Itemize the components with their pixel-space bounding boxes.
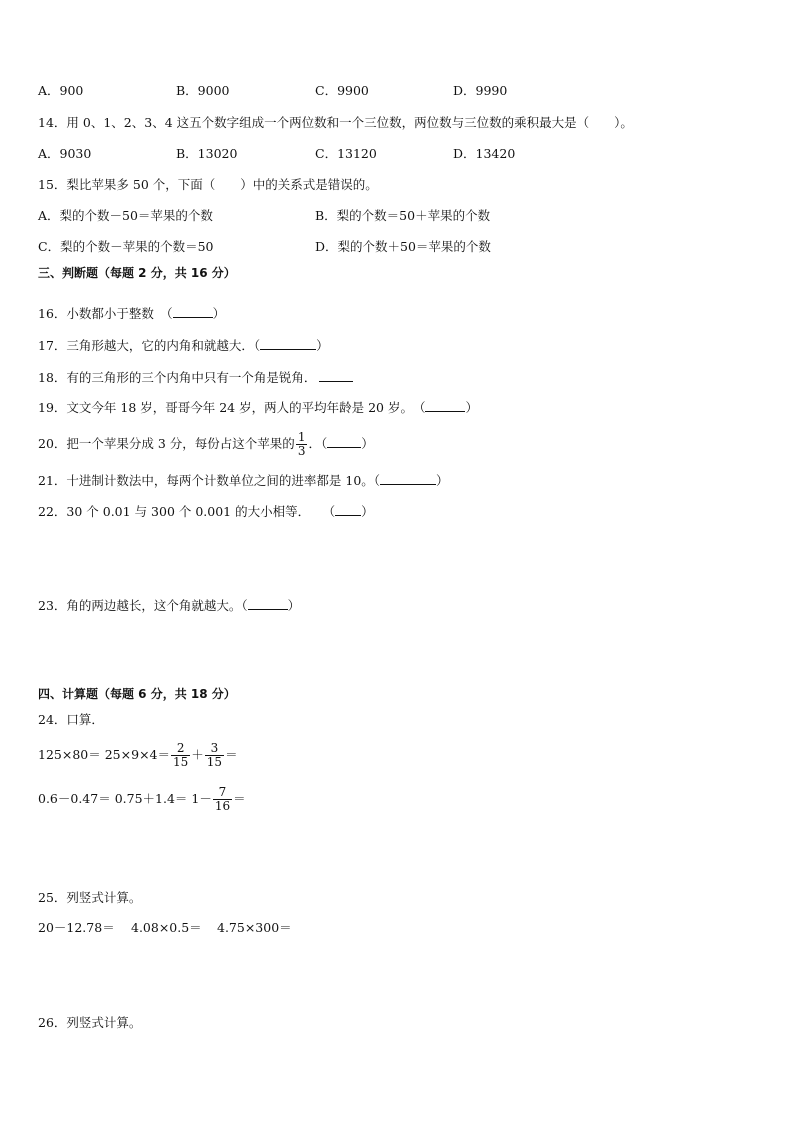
q21-blank[interactable] bbox=[380, 472, 436, 485]
q25-expr-2: 4.08×0.5＝ bbox=[131, 920, 202, 935]
q19-close: ） bbox=[465, 400, 478, 415]
q24-fraction-1 bbox=[171, 742, 190, 769]
q24-equals: ＝ bbox=[225, 747, 238, 762]
q24-expr-1: 125×80＝ bbox=[38, 747, 101, 762]
q14-option-a: A．9030 bbox=[38, 146, 92, 161]
q15-option-a: A．梨的个数－50＝苹果的个数 bbox=[38, 208, 213, 223]
q23-text bbox=[38, 597, 300, 615]
q20-stem: 20．把一个苹果分成 3 分，每份占这个苹果的 bbox=[38, 436, 295, 451]
q15-option-d: D．梨的个数＋50＝苹果的个数 bbox=[315, 239, 491, 254]
q20-blank[interactable] bbox=[327, 435, 361, 448]
q24-text: 24．口算． bbox=[38, 712, 104, 727]
q24-f2-denominator: 15 bbox=[206, 755, 223, 769]
q24-row-1 bbox=[38, 740, 238, 770]
q19-stem: 19．文文今年 18 岁，哥哥今年 24 岁，两人的平均年龄是 20 岁。 （ bbox=[38, 400, 426, 415]
q17-text bbox=[38, 337, 329, 355]
section-3-title: 三、判断题（每题 2 分，共 16 分） bbox=[38, 266, 236, 280]
q15-option-b: B．梨的个数＝50＋苹果的个数 bbox=[315, 208, 491, 223]
q14-option-c: C．13120 bbox=[315, 146, 377, 161]
q24-f1-numerator: 2 bbox=[171, 742, 190, 756]
q21-close: ） bbox=[436, 473, 449, 488]
q13-option-c: C．9900 bbox=[315, 83, 369, 98]
q19-blank[interactable] bbox=[425, 399, 465, 412]
q14-option-d: D．13420 bbox=[453, 146, 516, 161]
q19-text bbox=[38, 399, 478, 417]
q24-expr-4: 0.6－0.47＝ bbox=[38, 791, 111, 806]
q20-fraction bbox=[296, 431, 308, 458]
q18-blank[interactable] bbox=[319, 369, 353, 382]
q24-fraction-2 bbox=[205, 742, 224, 769]
q15-text: 15．梨比苹果多 50 个，下面（ ）中的关系式是错误的。 bbox=[38, 177, 378, 192]
q16-blank[interactable] bbox=[173, 305, 213, 318]
q23-stem: 23．角的两边越长，这个角就越大。（ bbox=[38, 598, 248, 613]
q14-option-b: B．13020 bbox=[176, 146, 238, 161]
q21-stem: 21．十进制计数法中，每两个计数单位之间的进率都是 10。（ bbox=[38, 473, 381, 488]
q24-expr-6: 1－ bbox=[191, 791, 212, 806]
q16-stem: 16．小数都小于整数 （ bbox=[38, 306, 173, 321]
q22-text bbox=[38, 503, 374, 521]
q25-expr-3: 4.75×300＝ bbox=[217, 920, 292, 935]
q24-f3-denominator: 16 bbox=[214, 799, 231, 813]
q25-expr-1: 20－12.78＝ bbox=[38, 920, 115, 935]
q15-option-c: C．梨的个数－苹果的个数＝50 bbox=[38, 239, 214, 254]
q13-option-d: D．9990 bbox=[453, 83, 508, 98]
q26-text: 26．列竖式计算。 bbox=[38, 1015, 142, 1030]
q13-option-a: A．900 bbox=[38, 83, 84, 98]
q21-text bbox=[38, 472, 449, 490]
q16-close: ） bbox=[212, 306, 226, 321]
q20-frac-denominator: 3 bbox=[297, 444, 306, 458]
q24-f3-numerator: 7 bbox=[213, 786, 232, 800]
q22-blank[interactable] bbox=[335, 503, 361, 516]
q24-equals-2: ＝ bbox=[233, 791, 246, 806]
q23-close: ） bbox=[287, 598, 301, 613]
q24-expr-2: 25×9×4＝ bbox=[104, 747, 170, 762]
q17-blank[interactable] bbox=[260, 337, 316, 350]
q17-close: ） bbox=[316, 338, 329, 353]
q16-text bbox=[38, 305, 225, 323]
q18-text bbox=[38, 369, 353, 387]
q22-stem: 22．30 个 0.01 与 300 个 0.001 的大小相等． （ bbox=[38, 504, 336, 519]
q13-option-b: B．9000 bbox=[176, 83, 230, 98]
q17-stem: 17．三角形越大，它的内角和就越大．（ bbox=[38, 338, 261, 353]
q24-expr-5: 0.75＋1.4＝ bbox=[114, 791, 188, 806]
q24-plus: ＋ bbox=[191, 747, 204, 762]
section-4-title: 四、计算题（每题 6 分，共 18 分） bbox=[38, 687, 236, 701]
q20-close: ） bbox=[361, 436, 374, 451]
q24-f1-denominator: 15 bbox=[173, 755, 189, 769]
q24-row-2 bbox=[38, 784, 246, 814]
q24-fraction-3 bbox=[213, 786, 232, 813]
q20-frac-numerator: 1 bbox=[297, 430, 306, 444]
q25-text: 25．列竖式计算。 bbox=[38, 890, 142, 905]
q14-text: 14．用 0、1、2、3、4 这五个数字组成一个两位数和一个三位数，两位数与三位数的乘积最大是（ ）。 bbox=[38, 115, 633, 130]
q24-f2-numerator: 3 bbox=[205, 742, 224, 756]
q18-stem: 18．有的三角形的三个内角中只有一个角是锐角． bbox=[38, 370, 317, 385]
q22-close: ） bbox=[361, 504, 374, 519]
q20-after: ．（ bbox=[308, 436, 328, 451]
q20-text bbox=[38, 430, 374, 458]
q23-blank[interactable] bbox=[248, 597, 288, 610]
